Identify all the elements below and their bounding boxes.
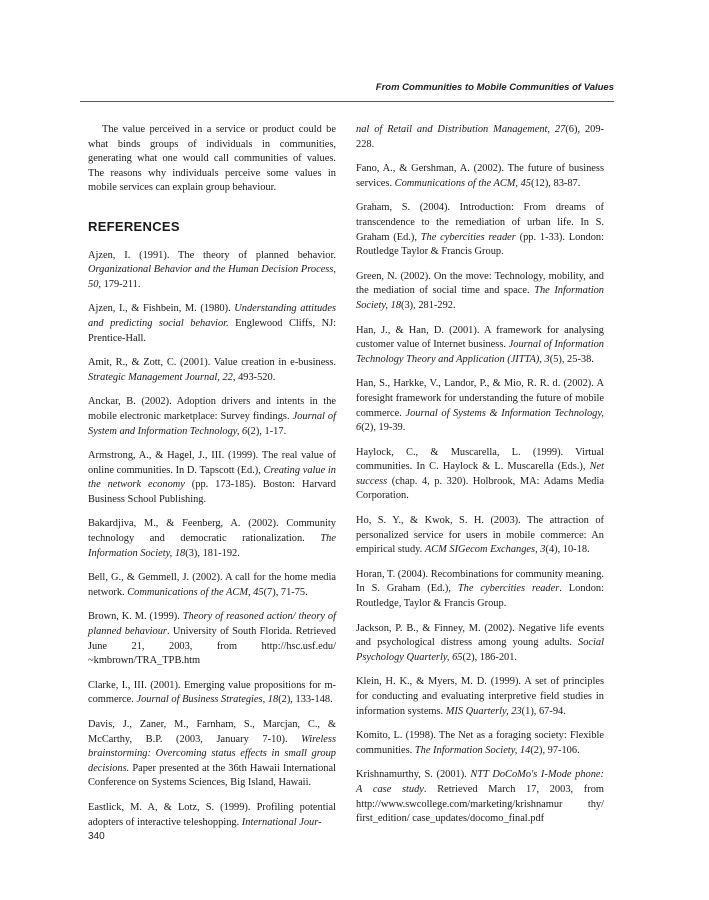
reference-details: (chap. 4, p. 320). Holbrook, MA: Adams Media Corporation.	[356, 475, 604, 502]
reference-text: Armstrong, A., & Hagel, J., III. (1999). The real value of online communities. In D. Tapscott (Ed.),	[88, 450, 336, 476]
reference-text: Haylock, C., & Muscarella, L. (1999). Virtual communities. In C. Haylock & L. Muscarella (Eds.),	[356, 446, 604, 473]
reference-source: nal of Retail and Distribution Management, 27	[356, 124, 566, 135]
reference-text: Anckar, B. (2002). Adoption drivers and intents in the mobile electronic marketplace: Survey findings.	[88, 396, 336, 422]
reference-details: (2), 97-106.	[530, 744, 580, 756]
reference-source: Theory of reasoned action/ theory of planned behaviour	[88, 611, 336, 638]
reference-details: (pp. 1-33). London: Routledge Taylor & Francis Group.	[356, 231, 604, 258]
reference-text: Krishnamurthy, S. (2001).	[356, 769, 471, 781]
reference-source: The cybercities reader	[420, 231, 516, 243]
reference-source: NTT DoCoMo's I-Mode phone: A case study	[356, 769, 604, 795]
reference-source: The Information Society, 18	[88, 533, 336, 559]
header-rule	[80, 101, 614, 102]
reference-details: (1), 67-94.	[521, 705, 566, 717]
reference-entry	[356, 270, 604, 314]
reference-entry	[356, 675, 604, 719]
reference-source: Communications of the ACM, 45	[394, 177, 531, 189]
reference-source: Organizational Behavior and the Human Decision Process, 50	[88, 264, 336, 290]
reference-details: . Retrieved March 17, 2003, from http://www.swcollege.com/marketing/krishnamur thy/ first_edition/ case_updates/docomo_final.pdf	[356, 783, 604, 825]
reference-entry	[88, 395, 336, 439]
reference-details: (7), 71-75.	[263, 586, 308, 598]
intro-paragraph: The value perceived in a service or product could be what binds groups of individuals in communities, generating what one would call communities of values. The reasons why individuals perceive some values in mobile services can explain group behaviour.	[88, 124, 336, 194]
reference-entry	[88, 610, 336, 668]
reference-details: (3), 281-292.	[401, 299, 456, 311]
reference-source: Understanding attitudes and predicting social behavior.	[88, 303, 336, 329]
references-heading: REFERENCES	[88, 218, 180, 234]
reference-entry	[356, 446, 604, 504]
reference-source: International Jour-	[241, 816, 322, 828]
reference-details: (6), 209-228.	[356, 124, 605, 150]
reference-details: (2), 1-17.	[247, 425, 287, 437]
reference-text: Eastlick, M. A, & Lotz, S. (1999). Profiling potential adopters of interactive teleshopping.	[88, 801, 336, 828]
reference-text: Green, N. (2002). On the move: Technology, mobility, and the mediation of social time and space.	[356, 270, 604, 297]
reference-entry	[88, 449, 336, 507]
reference-details: , 179-211.	[98, 278, 141, 290]
reference-source: The Information Society, 14	[414, 744, 531, 756]
reference-entry	[88, 249, 336, 293]
reference-entry	[356, 201, 604, 259]
reference-text: Han, S., Harkke, V., Landor, P., & Mio, R. R. d. (2002). A foresight framework for understanding the future of mobile commerce.	[356, 378, 604, 419]
reference-text: Graham, S. (2004). Introduction: From dreams of transcendence to the remediation of urban life. In S. Graham (Ed.),	[356, 202, 604, 243]
reference-source: Journal of Business Strategies, 18	[136, 694, 279, 706]
reference-text: Fano, A., & Gershman, A. (2002). The future of business services.	[356, 163, 604, 189]
reference-details: (12), 83-87.	[531, 177, 581, 189]
reference-source: Journal of System and Information Technology, 6	[88, 410, 336, 437]
reference-text: Horan, T. (2004). Recombinations for community meaning. In S. Graham (Ed.),	[356, 568, 604, 595]
reference-entry	[88, 571, 336, 600]
reference-text: Ajzen, I. (1991). The theory of planned behavior.	[88, 249, 336, 261]
reference-source: Wireless brainstorming: Overcoming status effects in small group decisions.	[88, 733, 336, 774]
reference-entry	[88, 302, 336, 346]
right-column	[356, 123, 604, 837]
reference-entry	[356, 162, 604, 191]
reference-details: (2), 19-39.	[361, 422, 406, 434]
reference-source: Communications of the ACM, 45	[127, 586, 264, 598]
reference-source: Journal of Information Technology Theory and Application (JITTA), 3	[356, 339, 604, 365]
reference-entry	[88, 679, 336, 708]
reference-text: Amit, R., & Zott, C. (2001). Value creation in e-business.	[88, 357, 336, 369]
reference-source: ACM SIGecom Exchanges, 3	[424, 544, 546, 556]
right-reference-list	[356, 123, 604, 827]
reference-text: Jackson, P. B., & Finney, M. (2002). Negative life events and psychological distress among young adults.	[356, 622, 604, 649]
left-column	[88, 123, 336, 840]
reference-details: (4), 10-18.	[545, 544, 590, 556]
reference-source: The Information Society, 18	[356, 285, 604, 311]
reference-text: Bell, G., & Gemmell, J. (2002). A call for the home media network.	[88, 572, 336, 598]
reference-entry	[356, 514, 604, 558]
reference-details: (5), 25-38.	[549, 353, 594, 365]
reference-details: , 493-520.	[232, 371, 276, 383]
reference-details: (3), 181-192.	[185, 547, 240, 559]
reference-details: Englewood Cliffs, NJ: Prentice-Hall.	[88, 317, 336, 344]
reference-details: . University of South Florida. Retrieved June 21, 2003, from http://hsc.usf.edu/ ~kmbrown/TRA_TPB.htm	[88, 626, 336, 667]
reference-text: Komito, L. (1998). The Net as a foraging society: Flexible communities.	[356, 730, 604, 756]
reference-entry	[88, 801, 336, 830]
reference-entry	[88, 356, 336, 385]
reference-text: Davis, J., Zaner, M., Farnham, S., Marcjan, C., & McCarthy, B.P. (2003, January 7-10).	[88, 719, 336, 745]
reference-entry	[356, 377, 604, 435]
reference-text: Ajzen, I., & Fishbein, M. (1980).	[88, 303, 235, 315]
reference-details: (pp. 173-185). Boston: Harvard Business School Publishing.	[88, 479, 336, 505]
reference-details: (2), 186-201.	[462, 651, 518, 663]
reference-source: Net success	[356, 461, 604, 487]
reference-details: Paper presented at the 36th Hawaii International Conference on Systems Sciences, Big Island, Hawaii.	[88, 762, 336, 789]
reference-text: Clarke, I., III. (2001). Emerging value propositions for m-commerce.	[88, 679, 336, 706]
reference-entry	[356, 123, 604, 152]
reference-entry	[356, 768, 604, 826]
reference-details: . London: Routledge, Taylor & Francis Group.	[356, 583, 605, 610]
reference-source: Creating value in the network economy	[88, 464, 336, 491]
reference-text: Klein, H. K., & Myers, M. D. (1999). A set of principles for conducting and evaluating interpretive field studies in information systems.	[356, 676, 604, 717]
reference-source: The cybercities reader	[457, 583, 560, 595]
page-number: 340	[88, 831, 105, 842]
running-head: From Communities to Mobile Communities of Values	[375, 82, 614, 93]
reference-entry	[356, 568, 604, 612]
reference-source: Strategic Management Journal, 22	[88, 371, 233, 383]
reference-text: Han, J., & Han, D. (2001). A framework for analysing customer value of Internet business.	[356, 324, 604, 351]
reference-source: Journal of Systems & Information Technology, 6	[356, 407, 604, 434]
reference-text: Bakardjiva, M., & Feenberg, A. (2002). Community technology and democratic rationalization.	[88, 518, 336, 545]
reference-source: MIS Quarterly, 23	[445, 705, 522, 717]
reference-entry	[88, 517, 336, 561]
reference-entry	[356, 324, 604, 368]
reference-details: (2), 133-148.	[278, 694, 333, 706]
reference-source: Social Psychology Quarterly, 65	[356, 637, 604, 663]
reference-text: Ho, S. Y., & Kwok, S. H. (2003). The attraction of personalized service for users in mobile commerce: An empirical study.	[356, 515, 604, 556]
reference-entry	[356, 729, 604, 758]
left-reference-list	[88, 249, 336, 831]
reference-entry	[88, 718, 336, 791]
reference-entry	[356, 622, 604, 666]
reference-text: Brown, K. M. (1999).	[88, 611, 183, 623]
